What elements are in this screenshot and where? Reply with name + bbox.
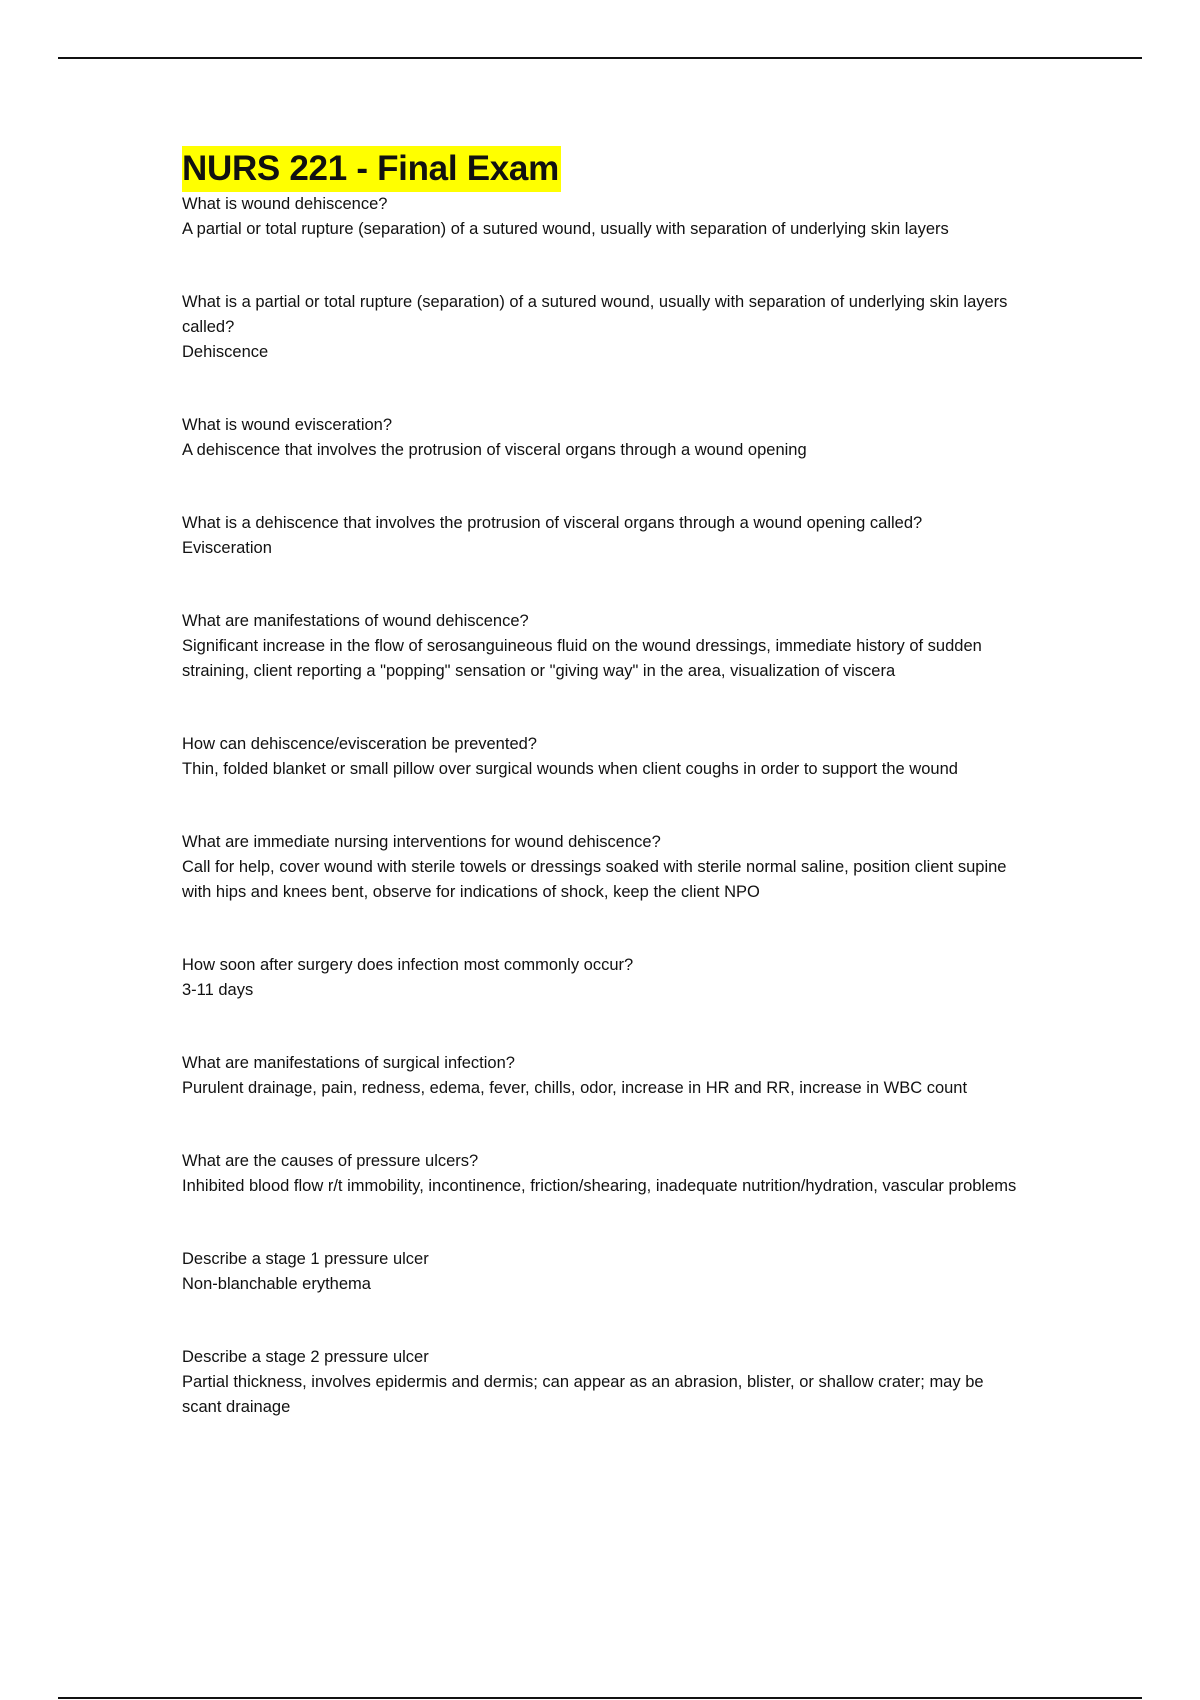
answer-text: Thin, folded blanket or small pillow over surgical wounds when client coughs in order to support the wound [182, 760, 958, 778]
bottom-rule [58, 1697, 1142, 1699]
answer-text: A dehiscence that involves the protrusion of visceral organs through a wound opening [182, 441, 807, 459]
qa-item [182, 1247, 1022, 1297]
qa-item [182, 953, 1022, 1003]
question-text: What are manifestations of wound dehiscence? [182, 612, 529, 630]
answer-text: 3-11 days [182, 981, 254, 999]
qa-item [182, 413, 1022, 463]
answer-text: Partial thickness, involves epidermis and dermis; can appear as an abrasion, blister, or shallow crater; may be scant drainage [182, 1373, 984, 1416]
qa-item [182, 830, 1022, 905]
question-text: How can dehiscence/evisceration be prevented? [182, 735, 537, 753]
qa-item [182, 1345, 1022, 1420]
qa-item [182, 511, 1022, 561]
qa-item [182, 290, 1022, 365]
question-text: How soon after surgery does infection most commonly occur? [182, 956, 634, 974]
answer-text: A partial or total rupture (separation) of a sutured wound, usually with separation of underlying skin layers [182, 220, 949, 238]
qa-item [182, 609, 1022, 684]
qa-item [182, 1149, 1022, 1199]
qa-item [182, 192, 1022, 242]
answer-text: Evisceration [182, 539, 272, 557]
question-text: What is wound dehiscence? [182, 195, 388, 213]
answer-text: Call for help, cover wound with sterile towels or dressings soaked with sterile normal saline, position client supine with hips and knees bent, observe for indications of shock, keep the client NPO [182, 858, 1007, 901]
question-text: Describe a stage 1 pressure ulcer [182, 1250, 429, 1268]
answer-text: Non-blanchable erythema [182, 1275, 371, 1293]
question-text: What is a dehiscence that involves the protrusion of visceral organs through a wound opening called? [182, 514, 923, 532]
answer-text: Significant increase in the flow of serosanguineous fluid on the wound dressings, immediate history of sudden straining, client reporting a "popping" sensation or "giving way" in the area, visualization of viscera [182, 637, 982, 680]
question-text: What are manifestations of surgical infection? [182, 1054, 515, 1072]
question-text: Describe a stage 2 pressure ulcer [182, 1348, 429, 1366]
answer-text: Inhibited blood flow r/t immobility, incontinence, friction/shearing, inadequate nutrition/hydration, vascular problems [182, 1177, 1017, 1195]
top-rule [58, 57, 1142, 59]
document-title: NURS 221 - Final Exam [182, 146, 561, 192]
qa-item [182, 732, 1022, 782]
qa-item [182, 1051, 1022, 1101]
question-text: What are immediate nursing interventions for wound dehiscence? [182, 833, 661, 851]
document-body [182, 146, 1022, 1420]
question-text: What are the causes of pressure ulcers? [182, 1152, 479, 1170]
answer-text: Dehiscence [182, 343, 269, 361]
answer-text: Purulent drainage, pain, redness, edema, fever, chills, odor, increase in HR and RR, increase in WBC count [182, 1079, 968, 1097]
question-text: What is a partial or total rupture (separation) of a sutured wound, usually with separation of underlying skin layers called? [182, 293, 1008, 336]
question-text: What is wound evisceration? [182, 416, 393, 434]
